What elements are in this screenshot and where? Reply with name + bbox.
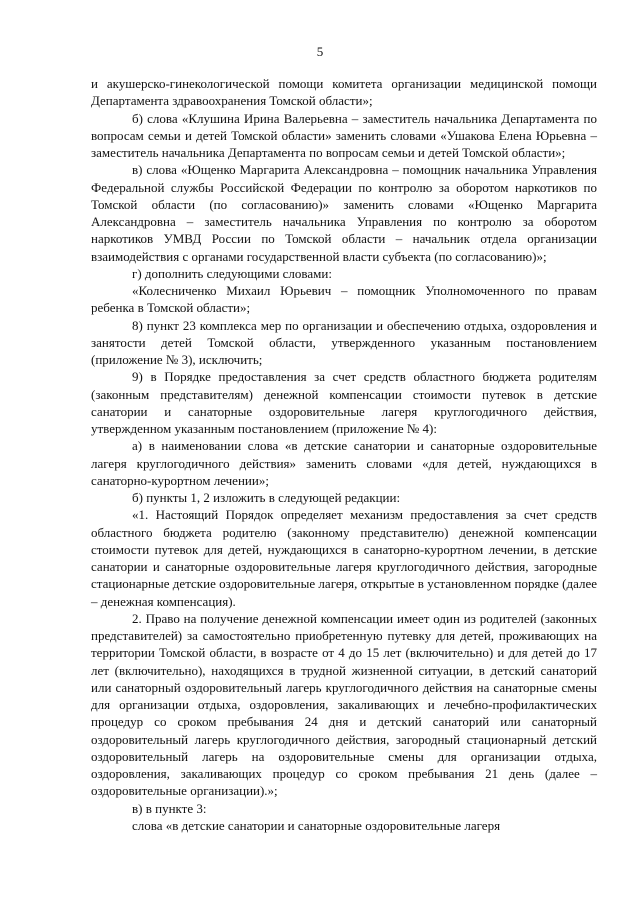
paragraph: г) дополнить следующими словами:: [132, 265, 332, 281]
paragraph: «1. Настоящий Порядок определяет механизм предоставления за счет средств областного бюджета родителю (законному представителю) денежной компенсации стоимости путевок для детей, нуждающихся в санаторно-курортном лечении, в детские санатории и санаторные оздоровительные лагеря круглогодичного действия, загородные стационарные детские оздоровительные лагеря, открытые в установленном порядке (далее – денежная компенсация).: [91, 507, 597, 609]
paragraph: а) в наименовании слова «в детские санатории и санаторные оздоровительные лагеря круглогодичного действия» заменить словами «для детей, нуждающихся в санаторно-курортном лечении»;: [91, 438, 597, 488]
paragraph: 9) в Порядке предоставления за счет средств областного бюджета родителям (законным представителям) денежной компенсации стоимости путевок в детские санатории и санаторные оздоровительные лагеря круглогодичного действия, утвержденном указанным постановлением (приложение № 4):: [91, 369, 597, 436]
paragraph: и акушерско-гинекологической помощи комитета организации медицинской помощи Департамента здравоохранения Томской области»;: [91, 76, 597, 109]
paragraph: б) пункты 1, 2 изложить в следующей редакции:: [132, 490, 401, 505]
paragraph: «Колесниченко Михаил Юрьевич – помощник Уполномоченного по правам ребенка в Томской области»;: [91, 283, 597, 316]
document-body: [91, 75, 597, 834]
paragraph: в) в пункте 3:: [132, 800, 207, 816]
paragraph: 2. Право на получение денежной компенсации имеет один из родителей (законных представителей) за самостоятельно приобретенную путевку для детей, проживающих на территории Томской области, в возрасте от 4 до 15 лет (включительно) и для детей до 17 лет (включительно), находящихся в трудной жизненной ситуации, в детский санаторий или санаторный оздоровительный лагерь круглогодичного действия на санаторные смены для организации отдыха, оздоровления, закаливающих и лечебно-профилактических процедур со сроком пребывания 24 дня и детский санаторий или санаторный оздоровительный лагерь круглогодичного действия, загородный стационарный детский оздоровительный лагерь на оздоровительные смены для организации отдыха, оздоровления, закаливающих процедур со сроком пребывания 21 день (далее – оздоровительные организации).»;: [91, 610, 597, 799]
paragraph: 8) пункт 23 комплекса мер по организации и обеспечению отдыха, оздоровления и занятости детей Томской области, утвержденного указанным постановлением (приложение № 3), исключить;: [91, 317, 597, 367]
page-number: 5: [316, 44, 324, 59]
paragraph: б) слова «Клушина Ирина Валерьевна – заместитель начальника Департамента по вопросам семьи и детей Томской области» заменить словами «Ушакова Елена Юрьевна – заместитель начальника Департамента по вопросам семьи и детей Томской области»;: [91, 110, 597, 160]
paragraph: слова «в детские санатории и санаторные оздоровительные лагеря: [132, 817, 501, 833]
paragraph: в) слова «Ющенко Маргарита Александровна – помощник начальника Управления Федеральной службы Российской Федерации по контролю за оборотом наркотиков по Томской области (по согласованию)» заменить словами «Ющенко Маргарита Александровна – заместитель начальника Управления по контролю за оборотом наркотиков УМВД России по Томской области – начальник отдела организации взаимодействия с органами государственной власти субъекта (по согласованию)»;: [91, 162, 597, 264]
